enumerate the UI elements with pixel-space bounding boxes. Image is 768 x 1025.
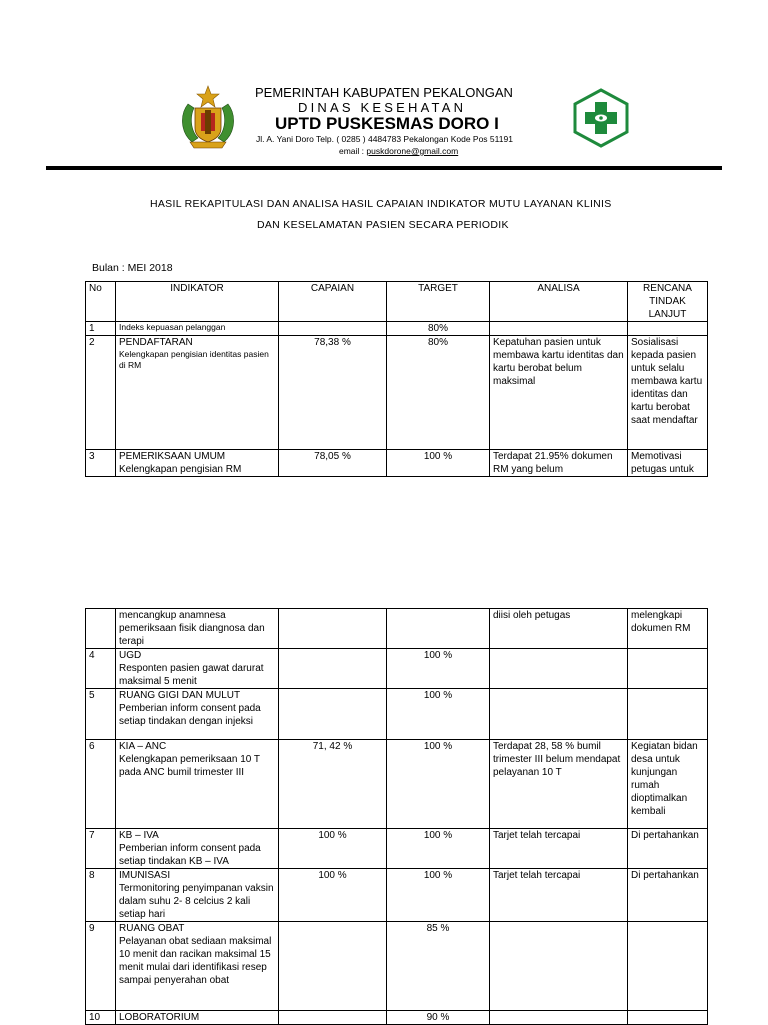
row-capaian: 78,38 % [279, 336, 387, 450]
row-rencana [628, 322, 708, 336]
indikator-description: Pemberian inform consent pada setiap tindakan dengan injeksi [119, 703, 261, 727]
row-rencana [628, 1011, 708, 1025]
report-month: Bulan : MEI 2018 [92, 262, 173, 274]
indikator-description: Termonitoring penyimpanan vaksin dalam suhu 2- 8 celcius 2 kali setiap hari [119, 883, 274, 920]
row-target: 100 % [387, 450, 490, 477]
row-no: 6 [86, 740, 116, 829]
indikator-description: Pemberian inform consent pada setiap tindakan KB – IVA [119, 843, 261, 867]
row-indikator [116, 689, 279, 740]
row-capaian [279, 649, 387, 689]
row-indikator [116, 922, 279, 1011]
header-government-line: PEMERINTAH KABUPATEN PEKALONGAN [255, 85, 513, 100]
table-row [86, 869, 708, 922]
row-target: 100 % [387, 829, 490, 869]
indikator-title: IMUNISASI [119, 870, 171, 881]
header-agency-line: DINAS KESEHATAN [298, 100, 467, 115]
row-capaian: 100 % [279, 869, 387, 922]
row-analisa [490, 689, 628, 740]
table-row [86, 740, 708, 829]
indikator-title: LOBORATORIUM [119, 1012, 200, 1023]
table-row [86, 829, 708, 869]
indikator-description: Pelayanan obat sediaan maksimal 10 menit dan racikan maksimal 15 menit mulai dari identifikasi resep sampai penyerahan obat [119, 936, 272, 986]
row-no: 4 [86, 649, 116, 689]
row-target: 80% [387, 336, 490, 450]
row-target: 100 % [387, 869, 490, 922]
row-target: 85 % [387, 922, 490, 1011]
row-target: 100 % [387, 689, 490, 740]
indikator-title: KIA – ANC [119, 741, 167, 752]
row-rencana: Kegiatan bidan desa untuk kunjungan rumah dioptimalkan kembali [628, 740, 708, 829]
column-header-analisa: ANALISA [490, 282, 628, 322]
row-analisa: Tarjet telah tercapai [490, 829, 628, 869]
row-indikator [116, 609, 279, 649]
row-rencana: Di pertahankan [628, 869, 708, 922]
row-rencana [628, 922, 708, 1011]
row-no: 10 [86, 1011, 116, 1025]
row-analisa: Terdapat 21.95% dokumen RM yang belum [490, 450, 628, 477]
table-row [86, 450, 708, 477]
row-analisa [490, 322, 628, 336]
row-analisa: Kepatuhan pasien untuk membawa kartu identitas dan kartu berobat belum maksimal [490, 336, 628, 450]
row-capaian [279, 689, 387, 740]
column-header-target: TARGET [387, 282, 490, 322]
row-no: 9 [86, 922, 116, 1011]
row-no [86, 609, 116, 649]
indikator-title: RUANG GIGI DAN MULUT [119, 690, 241, 701]
row-rencana: Sosialisasi kepada pasien untuk selalu membawa kartu identitas dan kartu berobat saat mendaftar [628, 336, 708, 450]
indikator-description: mencangkup anamnesa pemeriksaan fisik diangnosa dan terapi [119, 610, 265, 647]
row-target: 100 % [387, 740, 490, 829]
row-capaian [279, 922, 387, 1011]
row-no: 3 [86, 450, 116, 477]
puskesmas-cross-icon [572, 88, 630, 148]
row-no: 7 [86, 829, 116, 869]
row-target [387, 609, 490, 649]
row-no: 5 [86, 689, 116, 740]
table-row [86, 649, 708, 689]
row-analisa: Tarjet telah tercapai [490, 869, 628, 922]
row-capaian [279, 609, 387, 649]
row-capaian: 78,05 % [279, 450, 387, 477]
email-label: email : [339, 146, 367, 156]
table-row [86, 922, 708, 1011]
row-capaian: 71, 42 % [279, 740, 387, 829]
table-row [86, 336, 708, 450]
row-indikator [116, 1011, 279, 1025]
row-analisa: diisi oleh petugas [490, 609, 628, 649]
indikator-description: Kelengkapan pengisian identitas pasien di RM [119, 349, 269, 370]
row-analisa [490, 922, 628, 1011]
indikator-description: Kelengkapan pemeriksaan 10 T pada ANC bumil trimester III [119, 754, 260, 778]
document-title-line-2: DAN KESELAMATAN PASIEN SECARA PERIODIK [257, 219, 509, 231]
table-row [86, 689, 708, 740]
table-row [86, 322, 708, 336]
row-rencana: melengkapi dokumen RM [628, 609, 708, 649]
indikator-title: PENDAFTARAN [119, 337, 193, 348]
row-indikator [116, 740, 279, 829]
header-address: Jl. A. Yani Doro Telp. ( 0285 ) 4484783 Pekalongan Kode Pos 51191 [256, 134, 513, 144]
row-indikator: Indeks kepuasan pelanggan [116, 322, 279, 336]
email-link[interactable]: puskdorone@gmail.com [366, 146, 459, 156]
row-capaian [279, 322, 387, 336]
row-rencana: Memotivasi petugas untuk [628, 450, 708, 477]
indikator-title: RUANG OBAT [119, 923, 185, 934]
row-target: 90 % [387, 1011, 490, 1025]
column-header-no: No [86, 282, 116, 322]
row-analisa: Terdapat 28, 58 % bumil trimester III belum mendapat pelayanan 10 T [490, 740, 628, 829]
indikator-title: PEMERIKSAAN UMUM [119, 451, 226, 462]
row-indikator [116, 869, 279, 922]
row-no: 2 [86, 336, 116, 450]
indikator-title: UGD [119, 650, 142, 661]
row-indikator [116, 829, 279, 869]
indicator-table-page-1 [85, 281, 708, 477]
regency-crest-icon [178, 84, 238, 150]
header-email-line [339, 146, 458, 156]
row-rencana [628, 689, 708, 740]
column-header-indikator: INDIKATOR [116, 282, 279, 322]
row-rencana [628, 649, 708, 689]
column-header-capaian: CAPAIAN [279, 282, 387, 322]
row-target: 80% [387, 322, 490, 336]
table-row [86, 1011, 708, 1025]
table-row [86, 609, 708, 649]
row-capaian [279, 1011, 387, 1025]
indikator-description: Kelengkapan pengisian RM [119, 464, 242, 475]
row-analisa [490, 649, 628, 689]
table-header-row [86, 282, 708, 322]
row-indikator [116, 450, 279, 477]
row-indikator [116, 336, 279, 450]
row-analisa [490, 1011, 628, 1025]
row-capaian: 100 % [279, 829, 387, 869]
row-indikator [116, 649, 279, 689]
indikator-description: Responten pasien gawat darurat maksimal 5 menit [119, 663, 264, 687]
indicator-table-page-2 [85, 608, 708, 1025]
document-title-line-1: HASIL REKAPITULASI DAN ANALISA HASIL CAPAIAN INDIKATOR MUTU LAYANAN KLINIS [150, 198, 612, 210]
row-target: 100 % [387, 649, 490, 689]
row-no: 8 [86, 869, 116, 922]
header-divider [46, 166, 722, 170]
column-header-rencana: RENCANA TINDAK LANJUT [628, 282, 708, 322]
header-facility-name: UPTD PUSKESMAS DORO I [275, 114, 499, 133]
row-rencana: Di pertahankan [628, 829, 708, 869]
row-no: 1 [86, 322, 116, 336]
indikator-title: KB – IVA [119, 830, 159, 841]
